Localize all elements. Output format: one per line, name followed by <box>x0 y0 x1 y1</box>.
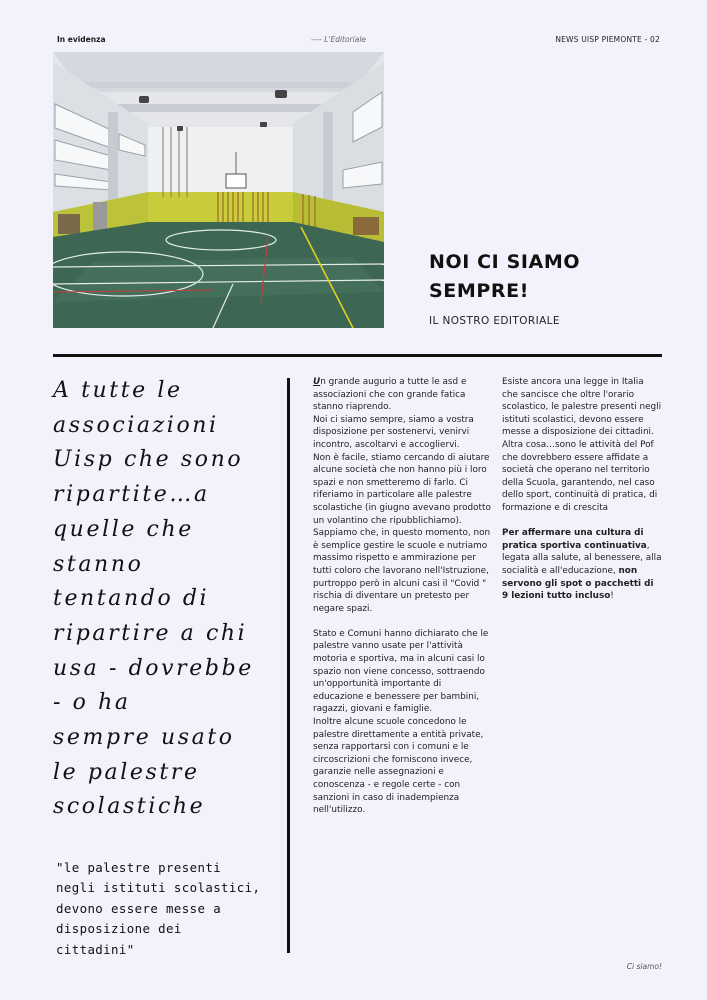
paragraph: Esiste ancora una legge in Italia che sancisce che oltre l'orario scolastico, le palestre presenti negli istituti scolastici, devono essere messe a disposizione dei cittadini. <box>502 377 662 438</box>
paragraph: Noi ci siamo sempre, siamo a vostra disposizione per sostenervi, venirvi incontro, ascoltarvi e accogliervi. <box>313 414 474 450</box>
body-column-middle <box>313 376 491 817</box>
drop-cap: U <box>313 377 321 387</box>
quote-line: negli istituti scolastici, <box>56 880 261 896</box>
quote-line: devono essere messe a <box>56 900 222 916</box>
vertical-divider <box>287 378 290 953</box>
quote-line: cittadini" <box>56 941 135 957</box>
paragraph: Inoltre alcune scuole concedono le palestre direttamente a entità private, senza rapportarsi con i comuni e le circoscrizioni che forniscono invece, garanzie nelle assegnazioni e conoscenza - e regole certe - con sanzioni in caso di inadempienza nell'utilizzo. <box>313 717 484 816</box>
lead-line: A tutte le <box>53 378 183 403</box>
body-column-right <box>502 376 662 603</box>
lead-line: scolastiche <box>53 794 206 820</box>
quote-line: "le palestre presenti <box>56 860 222 875</box>
lead-line: - o ha <box>53 690 131 716</box>
lead-line: le palestre <box>53 759 200 785</box>
lead-line: usa - dovrebbe <box>53 655 254 681</box>
horizontal-divider <box>53 354 662 357</box>
editorial-label: ---- L'Editoriale <box>311 35 367 44</box>
paragraph-text: , legata alla salute, al benessere, alla socialità e all'educazione, <box>502 540 662 576</box>
lead-line: stanno <box>53 551 144 577</box>
paragraph-text: n grande augurio a tutte le asd e associazioni che con grande fatica stanno riaprendo. <box>313 377 467 413</box>
section-label: In evidenza <box>57 35 106 44</box>
paragraph: Non è facile, stiamo cercando di aiutare alcune società che non hanno più i loro spazi e non smetteremo di farlo. Ci riferiamo in particolare alle palestre scolastiche (in giugno avevano prodotto un volantino che ripubblichiamo). <box>313 452 491 526</box>
paragraph-text: ! <box>610 591 614 602</box>
lead-line: sempre usato <box>53 725 235 751</box>
lead-line: associazioni <box>53 412 219 438</box>
footer-tagline: Ci siamo! <box>626 962 662 971</box>
lead-text <box>53 374 279 825</box>
bold-text: non servono gli spot o pacchetti di 9 lezioni tutto incluso <box>502 565 654 602</box>
bold-text: Per affermare una cultura di pratica sportiva continuativa <box>502 528 647 551</box>
gym-photo <box>53 52 384 328</box>
lead-line: Uisp che sono <box>53 447 244 473</box>
article-title <box>429 248 669 306</box>
paragraph-gap <box>313 615 491 628</box>
lead-line: tentando di <box>53 586 210 612</box>
lead-line: quelle che <box>53 516 194 542</box>
lead-line: ripartite…a <box>53 482 210 508</box>
paragraph: Sappiamo che, in questo momento, non è semplice gestire le scuole e nutriamo massimo rispetto e ammirazione per tutti coloro che lavorano nell'Istruzione, purtroppo però in alcuni casi il "Covid " rischia di diventare un pretesto per negare spazi. <box>313 528 491 614</box>
paragraph-gap <box>502 515 662 528</box>
title-line-1: NOI CI SIAMO <box>429 251 581 273</box>
paragraph <box>502 527 662 603</box>
issue-label: NEWS UISP PIEMONTE - 02 <box>555 35 660 44</box>
paragraph <box>313 376 491 414</box>
pull-quote <box>56 858 284 960</box>
lead-line: ripartire a chi <box>53 620 248 646</box>
quote-line: disposizione dei <box>56 921 182 937</box>
paragraph: Stato e Comuni hanno dichiarato che le palestre vanno usate per l'attività motoria e sportiva, ma in alcuni casi lo spazio non viene concesso, sottraendo un'opportunità importante di educazione e benessere per bambini, ragazzi, giovani e famiglie. <box>313 628 489 715</box>
article-subtitle: IL NOSTRO EDITORIALE <box>429 315 560 327</box>
paragraph: Altra cosa…sono le attività del Pof che dovrebbero essere affidate a società che operano nel territorio della Scuola, garantendo, nel caso dello sport, continuità di pratica, di formazione e di crescita <box>502 439 658 513</box>
title-line-2: SEMPRE! <box>429 280 529 302</box>
